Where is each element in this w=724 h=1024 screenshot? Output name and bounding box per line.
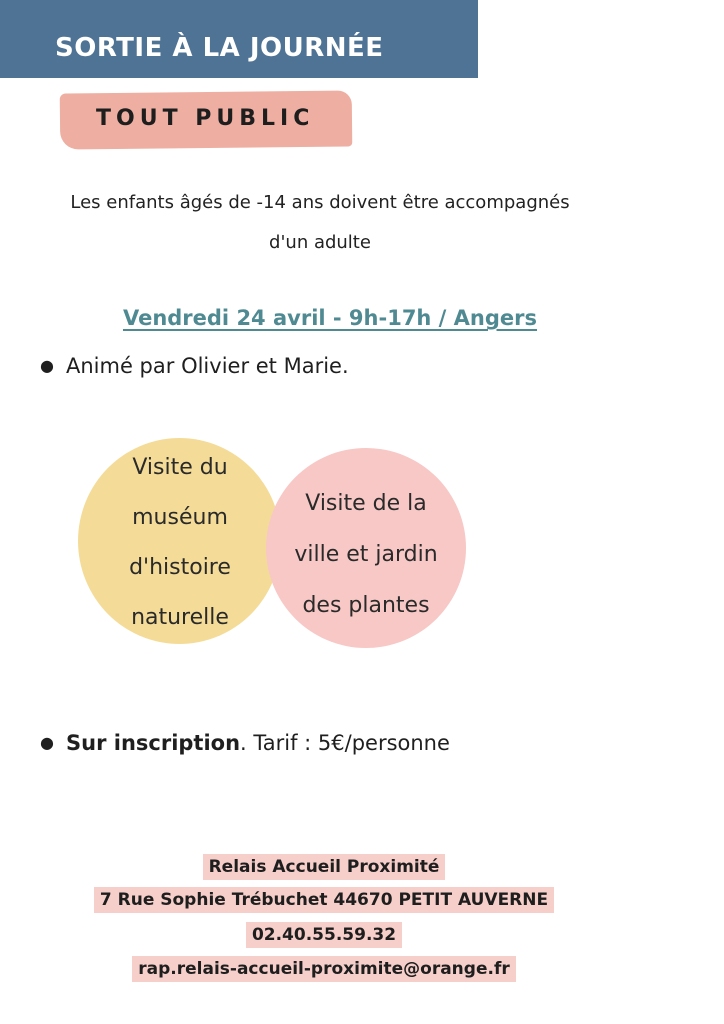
activity-city-text [266, 478, 466, 631]
activity-line: d'histoire [129, 555, 231, 580]
page-title: SORTIE À LA JOURNÉE [55, 33, 384, 63]
activity-line: muséum [132, 505, 228, 530]
bullet-icon: ● [40, 356, 54, 375]
activity-line: des plantes [302, 593, 430, 618]
contact-address-text: 7 Rue Sophie Trébuchet 44670 PETIT AUVERNE [94, 887, 554, 913]
intro-text [0, 183, 640, 263]
activity-museum-text [88, 443, 272, 643]
intro-line-2: d'un adulte [269, 232, 371, 253]
registration-bold: Sur inscription [66, 731, 241, 755]
contact-name-text: Relais Accueil Proximité [203, 854, 446, 880]
activity-line: ville et jardin [294, 542, 438, 567]
registration-price: . Tarif : 5€/personne [240, 731, 450, 755]
activity-line: naturelle [131, 605, 229, 630]
hosts-bullet [40, 354, 349, 378]
activity-line: Visite du [132, 455, 228, 480]
event-date: Vendredi 24 avril - 9h-17h / Angers [122, 306, 538, 330]
contact-name [0, 854, 648, 880]
activity-line: Visite de la [305, 491, 427, 516]
registration-bullet [40, 731, 450, 755]
audience-tag: TOUT PUBLIC [96, 106, 315, 131]
intro-line-1: Les enfants âgés de -14 ans doivent être accompagnés [70, 192, 570, 213]
contact-phone-text: 02.40.55.59.32 [246, 922, 402, 948]
bullet-icon: ● [40, 733, 54, 752]
contact-address [0, 887, 648, 913]
contact-email-text: rap.relais-accueil-proximite@orange.fr [132, 956, 515, 982]
contact-email [0, 956, 648, 982]
contact-phone [0, 922, 648, 948]
hosts-text: Animé par Olivier et Marie. [66, 354, 349, 378]
